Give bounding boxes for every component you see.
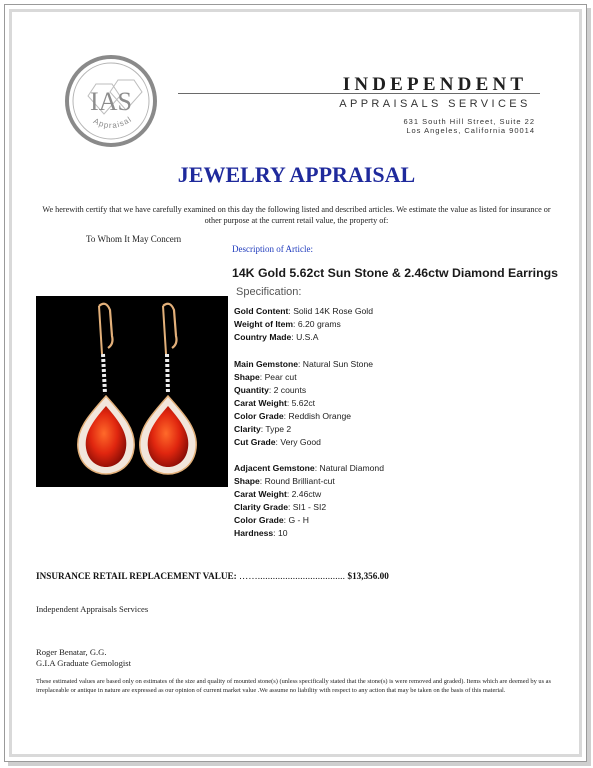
insurance-value-row bbox=[36, 571, 389, 581]
spec-row bbox=[234, 463, 384, 473]
spec-label: Carat Weight bbox=[234, 489, 287, 499]
spec-value: Round Brilliant-cut bbox=[264, 476, 335, 486]
spec-value: U.S.A bbox=[296, 332, 319, 342]
spec-separator: : bbox=[293, 319, 298, 329]
spec-value: Reddish Orange bbox=[288, 411, 352, 421]
spec-value: Natural Diamond bbox=[319, 463, 384, 473]
spec-row bbox=[234, 489, 321, 499]
spec-value: 6.20 grams bbox=[297, 319, 341, 329]
company-address-line1: 631 South Hill Street, Suite 22 bbox=[403, 117, 535, 126]
logo-ring-text: Appraisal bbox=[91, 114, 134, 131]
earrings-photo bbox=[36, 296, 228, 487]
page-shadow-bottom bbox=[8, 762, 591, 766]
spec-separator: : bbox=[286, 489, 292, 499]
spec-label: Weight of Item bbox=[234, 319, 294, 329]
spec-value: Very Good bbox=[280, 437, 321, 447]
spec-separator: : bbox=[283, 411, 289, 421]
spec-row bbox=[234, 437, 321, 447]
spec-label: Gold Content bbox=[234, 306, 289, 316]
disclaimer: These estimated values are based only on estimates of the size and quality of mounted stone(s) (unless specifically stated that the stone(s) is were removed and graded). Items which are deemed by us as irreplaceable or antique in nature are expressed as our opinion of current market value .We assume no liability with respect to any action that may be taken on the basis of this material. bbox=[36, 678, 551, 695]
spec-row bbox=[234, 306, 373, 316]
spec-label: Carat Weight bbox=[234, 398, 287, 408]
footer-company: Independent Appraisals Services bbox=[36, 604, 149, 614]
spec-value: 2.46ctw bbox=[291, 489, 322, 499]
spec-label: Hardness bbox=[234, 528, 274, 538]
page-title: JEWELRY APPRAISAL bbox=[177, 162, 416, 187]
specification-label: Specification: bbox=[236, 286, 302, 298]
spec-separator: : bbox=[286, 398, 292, 408]
spec-value: Type 2 bbox=[265, 424, 292, 434]
spec-label: Quantity bbox=[234, 385, 269, 395]
page-shadow bbox=[587, 8, 591, 764]
spec-value: 2 counts bbox=[273, 385, 307, 395]
company-address-line2: Los Angeles, California 90014 bbox=[406, 126, 535, 135]
spec-label: Clarity Grade bbox=[234, 502, 288, 512]
certification-text: We herewith certify that we have carefully examined on this day the following listed and described articles. We estimate the value as listed for insurance or other purpose at the current retail value, the property of: bbox=[42, 205, 551, 225]
spec-label: Cut Grade bbox=[234, 437, 276, 447]
spec-separator: : bbox=[288, 306, 294, 316]
spec-row bbox=[234, 502, 326, 512]
spec-separator: : bbox=[273, 528, 278, 538]
recipient: To Whom It May Concern bbox=[86, 234, 182, 244]
spec-row bbox=[234, 515, 309, 525]
spec-separator: : bbox=[291, 332, 297, 342]
insurance-dots: ……................................... bbox=[239, 571, 346, 581]
insurance-label: INSURANCE RETAIL REPLACEMENT VALUE: bbox=[36, 571, 237, 581]
signer-title: G.I.A Graduate Gemologist bbox=[36, 658, 131, 668]
spec-value: 5.62ct bbox=[291, 398, 316, 408]
spec-value: Solid 14K Rose Gold bbox=[293, 306, 373, 316]
spec-value: Pear cut bbox=[264, 372, 297, 382]
spec-label: Clarity bbox=[234, 424, 261, 434]
spec-separator: : bbox=[298, 359, 303, 369]
insurance-value: $13,356.00 bbox=[347, 571, 389, 581]
spec-separator: : bbox=[260, 424, 266, 434]
spec-separator: : bbox=[259, 372, 265, 382]
spec-value: G - H bbox=[288, 515, 309, 525]
spec-separator: : bbox=[268, 385, 274, 395]
spec-row bbox=[234, 476, 335, 486]
spec-label: Shape bbox=[234, 476, 260, 486]
spec-row bbox=[234, 424, 291, 434]
spec-value: Natural Sun Stone bbox=[302, 359, 374, 369]
spec-label: Main Gemstone bbox=[234, 359, 298, 369]
description-label: Description of Article: bbox=[232, 244, 313, 254]
spec-label: Adjacent Gemstone bbox=[234, 463, 315, 473]
logo-letters: IAS bbox=[90, 87, 132, 116]
spec-separator: : bbox=[287, 502, 293, 512]
spec-row bbox=[234, 398, 315, 408]
spec-row bbox=[234, 528, 288, 538]
header-divider bbox=[178, 93, 540, 94]
spec-row bbox=[234, 359, 373, 369]
ias-logo bbox=[64, 54, 158, 148]
spec-row bbox=[234, 319, 341, 329]
spec-separator: : bbox=[275, 437, 281, 447]
spec-value: 10 bbox=[277, 528, 288, 538]
spec-row bbox=[234, 385, 306, 395]
spec-row bbox=[234, 372, 297, 382]
spec-label: Shape bbox=[234, 372, 260, 382]
spec-row bbox=[234, 332, 319, 342]
signer-name: Roger Benatar, G.G. bbox=[36, 647, 107, 657]
spec-row bbox=[234, 411, 351, 421]
spec-separator: : bbox=[283, 515, 289, 525]
spec-separator: : bbox=[259, 476, 265, 486]
article-title: 14K Gold 5.62ct Sun Stone & 2.46ctw Diamond Earrings bbox=[232, 266, 558, 280]
spec-value: SI1 - SI2 bbox=[292, 502, 327, 512]
spec-separator: : bbox=[314, 463, 320, 473]
spec-label: Country Made bbox=[234, 332, 292, 342]
company-name: INDEPENDENT bbox=[342, 74, 528, 95]
spec-label: Color Grade bbox=[234, 411, 284, 421]
company-subtitle: APPRAISALS SERVICES bbox=[339, 98, 531, 110]
spec-label: Color Grade bbox=[234, 515, 284, 525]
